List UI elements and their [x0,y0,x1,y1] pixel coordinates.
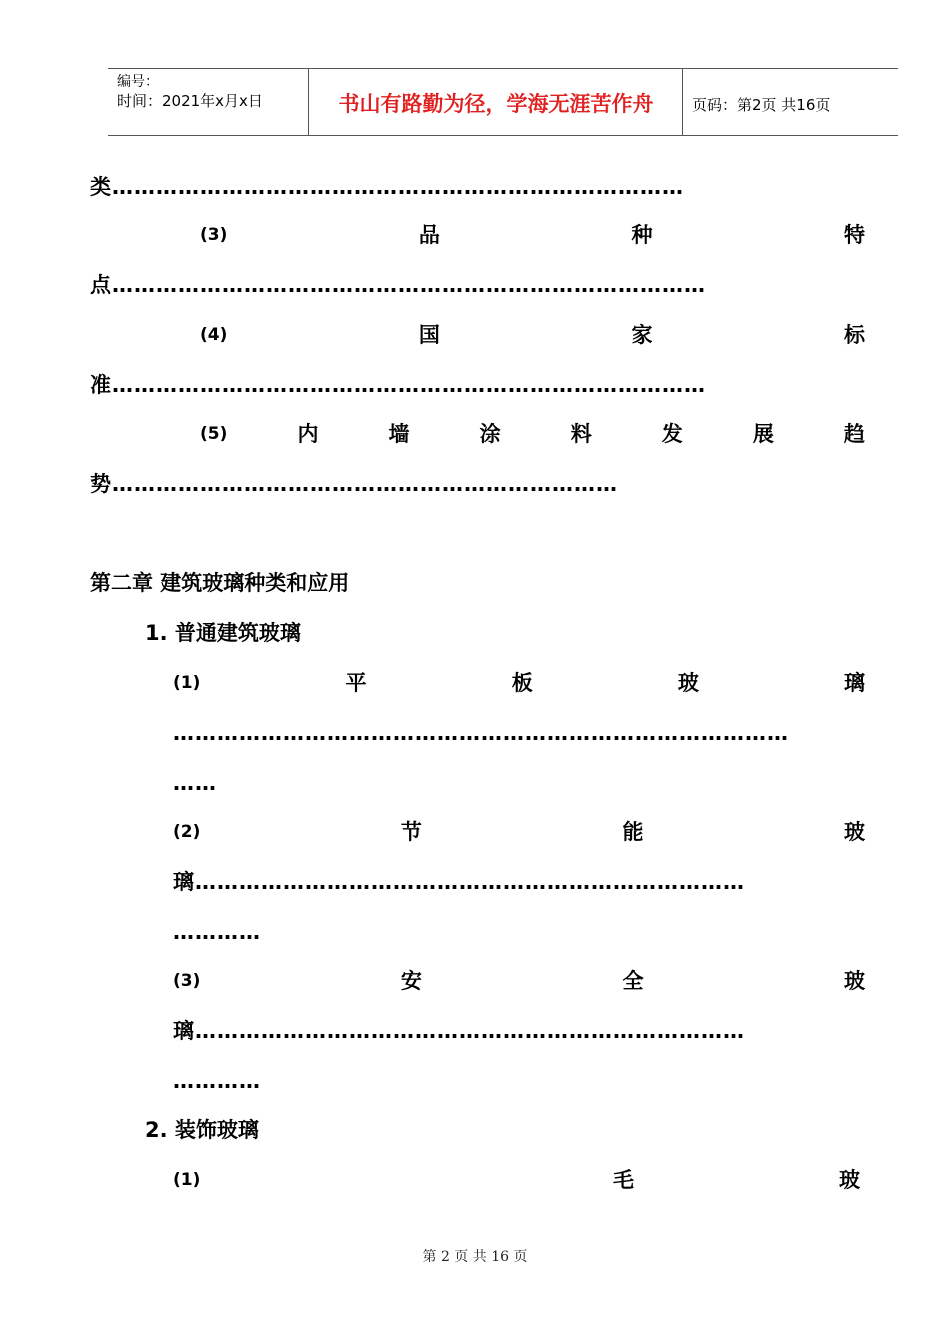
item-char: 玻 [843,820,865,844]
item-char: 国 [418,323,440,347]
toc-item-5-interior-paint-trend [200,417,865,451]
item-char: 展 [752,422,774,446]
item-char: 特 [843,223,865,247]
toc-item-3-variety-features [200,218,865,252]
item-number: (3) [173,971,201,991]
item-number: (3) [200,225,228,245]
toc-item-flat-glass [173,666,865,700]
item-char: 平 [345,671,367,695]
toc-leader-dots: ………… [173,920,261,944]
item-char: 涂 [479,422,501,446]
item-char: 家 [631,323,653,347]
header-divider-left [308,68,309,135]
item-char: 全 [622,969,644,993]
item-char: 玻 [677,671,699,695]
item-char: 玻 [839,1168,860,1192]
toc-item-4-national-standard [200,318,865,352]
header-number-label: 编号： [117,74,159,90]
toc-item-safety-glass [173,964,865,998]
item-number: (4) [200,325,228,345]
toc-leader-dots: ………… [173,1069,261,1093]
header-motto: 书山有路勤为径，学海无涯苦作舟 [338,91,654,116]
header-page-info: 页码：第2页 共16页 [692,96,831,114]
page-footer: 第 2 页 共 16 页 [422,1249,528,1265]
item-char: 品 [418,223,440,247]
section-heading-2: 2. 装饰玻璃 [145,1118,259,1142]
toc-leader-dots: ………………………………………………………………………… [173,721,789,745]
toc-line-category: 类…………………………………………………………………… [90,175,684,199]
item-char: 安 [400,969,422,993]
item-char: 毛 [613,1168,634,1192]
toc-leader-dots: …… [173,771,217,795]
item-char: 玻 [843,969,865,993]
chapter-heading: 第二章 建筑玻璃种类和应用 [90,571,350,595]
toc-line-energy-cont: 璃………………………………………………………………… [173,870,745,894]
toc-item-energy-saving-glass [173,815,865,849]
item-char: 板 [511,671,533,695]
header-top-rule [108,68,898,69]
item-char: 料 [570,422,592,446]
header-divider-right [682,68,683,135]
toc-line-safety-cont: 璃………………………………………………………………… [173,1019,745,1043]
item-number: (1) [173,1170,201,1190]
section-heading-1: 1. 普通建筑玻璃 [145,621,301,645]
item-number: (2) [173,822,201,842]
item-char: 能 [622,820,644,844]
header-bottom-rule [108,135,898,136]
item-char: 璃 [844,671,865,695]
item-char: 发 [661,422,683,446]
item-char: 墙 [388,422,410,446]
header-time-label: 时间：2021年x月x日 [117,92,263,110]
item-char: 标 [843,323,865,347]
item-number: (5) [200,424,228,444]
toc-line-standard-cont: 准……………………………………………………………………… [90,373,706,397]
toc-item-frosted-glass [173,1163,865,1197]
toc-line-features-cont: 点……………………………………………………………………… [90,273,706,297]
item-number: (1) [173,673,201,693]
item-char: 种 [631,223,653,247]
item-char: 内 [297,422,319,446]
toc-line-trend-cont: 势…………………………………………………………… [90,472,618,496]
item-char: 趋 [843,422,865,446]
item-char: 节 [400,820,422,844]
